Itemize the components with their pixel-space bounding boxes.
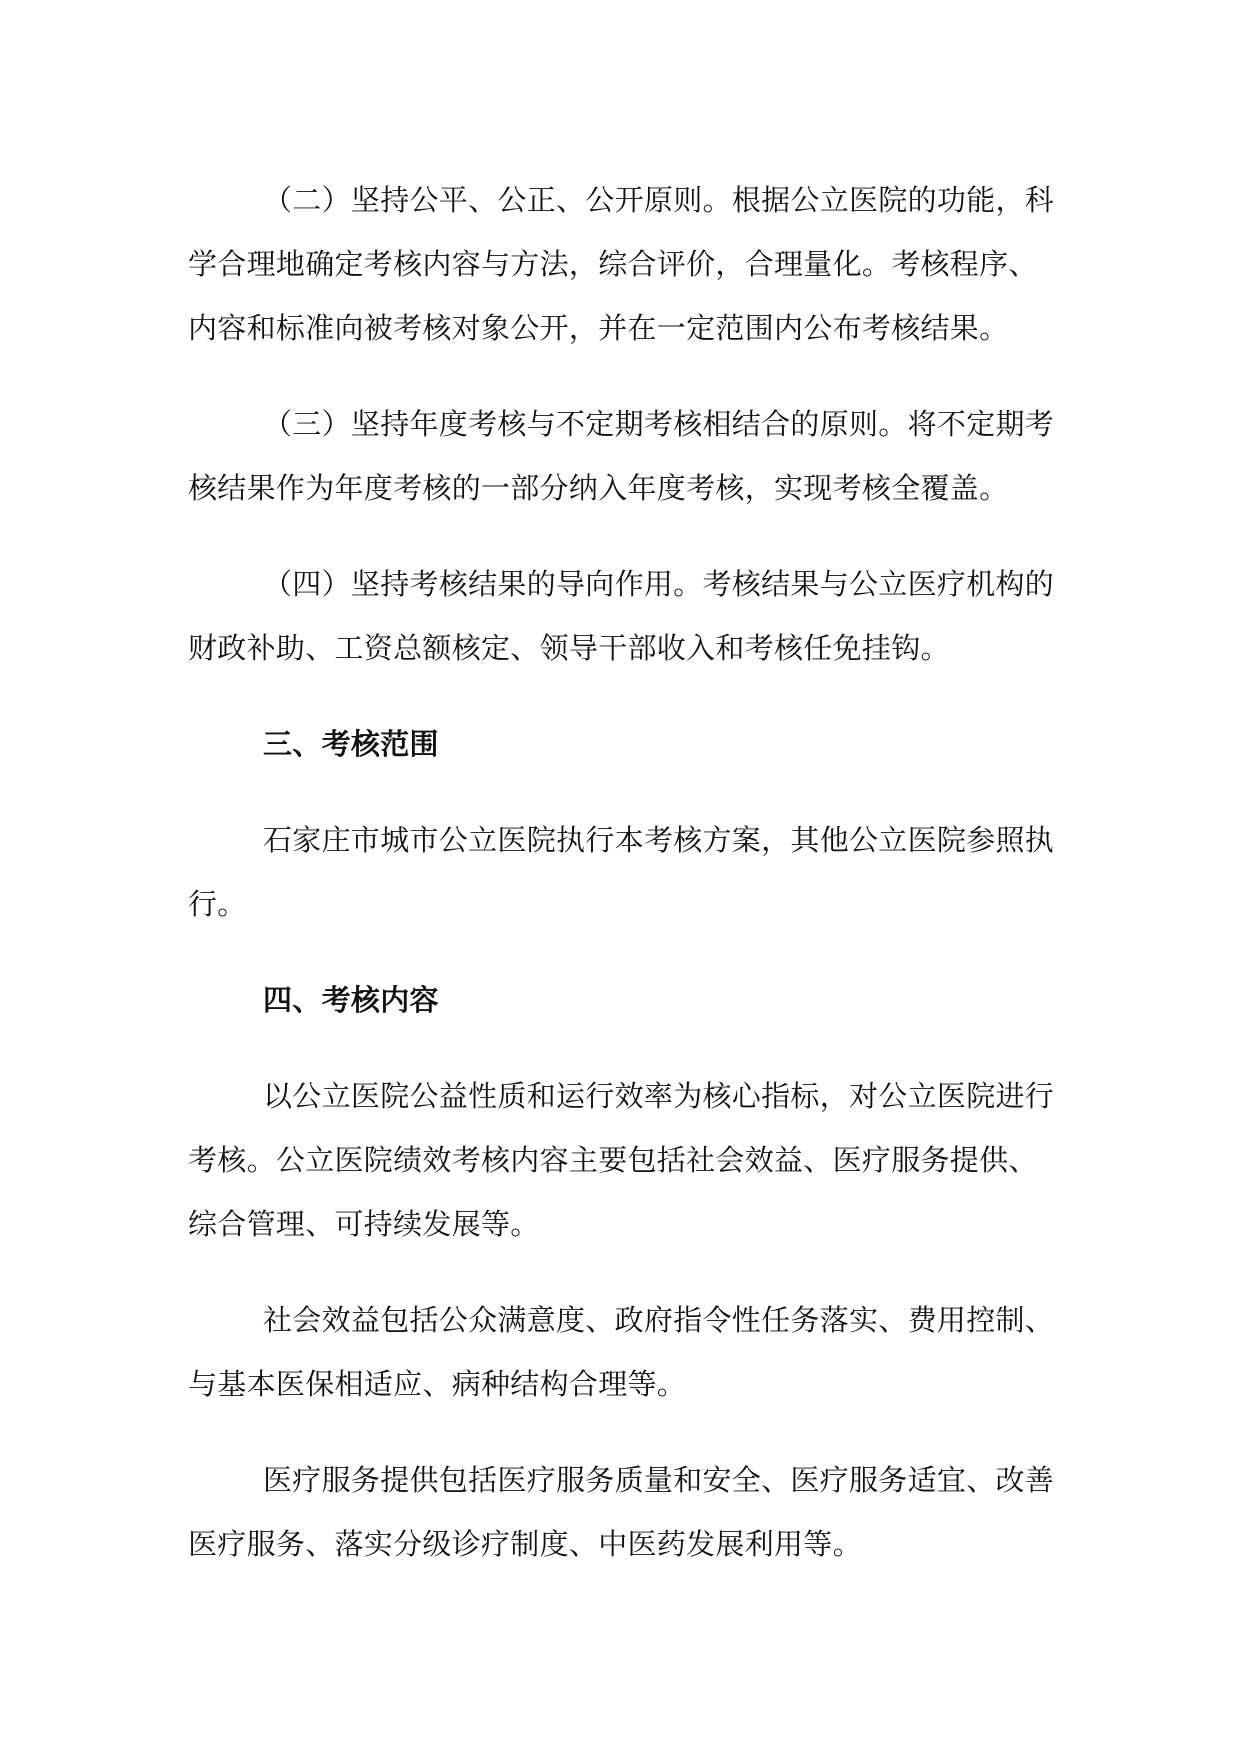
text-line: 学合理地确定考核内容与方法，综合评价，合理量化。考核程序、 <box>188 247 1038 281</box>
paragraph-content-overview <box>188 1064 1058 1256</box>
text-line: 石家庄市城市公立医院执行本考核方案，其他公立医院参照执 <box>263 823 1055 857</box>
text-line: 社会效益包括公众满意度、政府指令性任务落实、费用控制、 <box>263 1303 1055 1337</box>
text-line: 医疗服务提供包括医疗服务质量和安全、医疗服务适宜、改善 <box>263 1463 1055 1497</box>
text-line: 与基本医保相适应、病种结构合理等。 <box>188 1367 687 1401</box>
paragraph-principle-annual-review <box>188 392 1058 520</box>
text-line: 考核。公立医院绩效考核内容主要包括社会效益、医疗服务提供、 <box>188 1143 1038 1177</box>
text-line: 财政补助、工资总额核定、领导干部收入和考核任免挂钩。 <box>188 631 950 665</box>
text-line: 综合管理、可持续发展等。 <box>188 1207 540 1241</box>
text-line: （二）坚持公平、公正、公开原则。根据公立医院的功能，科 <box>263 183 1055 217</box>
paragraph-principle-result-guidance <box>188 552 1058 680</box>
text-line: 行。 <box>188 887 247 921</box>
paragraph-medical-service <box>188 1448 1058 1576</box>
paragraph-scope <box>188 808 1058 936</box>
section-heading-content: 四、考核内容 <box>263 983 439 1017</box>
section-heading-scope: 三、考核范围 <box>263 727 439 761</box>
text-line: 医疗服务、落实分级诊疗制度、中医药发展利用等。 <box>188 1527 862 1561</box>
text-line: 核结果作为年度考核的一部分纳入年度考核，实现考核全覆盖。 <box>188 471 1009 505</box>
text-line: （三）坚持年度考核与不定期考核相结合的原则。将不定期考 <box>263 407 1055 441</box>
text-line: （四）坚持考核结果的导向作用。考核结果与公立医疗机构的 <box>263 567 1055 601</box>
paragraph-social-benefit <box>188 1288 1058 1416</box>
text-line: 内容和标准向被考核对象公开，并在一定范围内公布考核结果。 <box>188 311 1009 345</box>
document-body <box>188 168 1058 1608</box>
paragraph-principle-fairness <box>188 168 1058 360</box>
text-line: 以公立医院公益性质和运行效率为核心指标，对公立医院进行 <box>263 1079 1055 1113</box>
